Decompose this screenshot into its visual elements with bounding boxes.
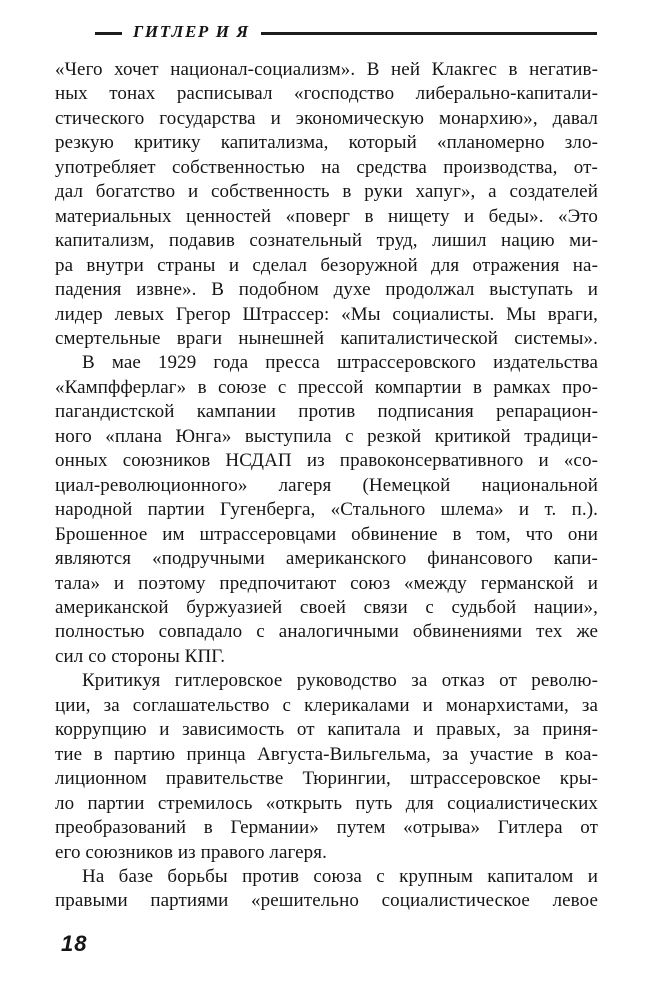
text-line: сил со стороны КПГ. [55, 645, 226, 667]
text-line: тала» и поэтому предпочитают союз «между германской и [55, 572, 598, 594]
text-line: народной партии Гугенберга, «Стального шлема» и т. п.). [55, 499, 598, 521]
text-line: падения извне». В подобном духе продолжал выступать и [55, 279, 598, 301]
text-line: ции, за соглашательство с клерикалами и монархистами, за [55, 694, 598, 716]
paragraph [55, 58, 598, 351]
text-block [55, 58, 598, 914]
text-line: капитализм, подавив сознательный труд, лишил нацию ми- [55, 230, 598, 252]
text-line: его союзников из правого лагеря. [55, 841, 327, 863]
text-line: Критикуя гитлеровское руководство за отказ от револю- [82, 670, 598, 692]
text-line: циал-революционного» лагеря (Немецкой национальной [55, 474, 598, 496]
text-line: пагандистской кампании против подписания репарацион- [55, 401, 598, 423]
text-line: лиционном правительстве Тюрингии, штрассеровское кры- [55, 768, 598, 790]
text-line: дал богатство и собственность в руки хапуг», а создателей [55, 181, 598, 203]
running-header [55, 22, 597, 44]
text-line: стического государства и экономическую монархию», давал [55, 107, 598, 129]
text-line: преобразований в Германии» путем «отрыва» Гитлера от [55, 817, 598, 839]
text-line: онных союзников НСДАП из правоконсервативного и «со- [55, 450, 598, 472]
text-line: «Чего хочет национал-социализм». В ней Клакгес в негатив- [55, 59, 598, 80]
text-line: резкую критику капитализма, который «планомерно зло- [55, 132, 598, 154]
text-line: правыми партиями «решительно социалистическое левое [55, 890, 598, 912]
text-line: лидер левых Грегор Штрассер: «Мы социалисты. Мы враги, [55, 303, 598, 325]
text-line: «Кампфферлаг» в союзе с прессой компартии в рамках про- [55, 376, 598, 398]
text-line: В мае 1929 года пресса штрассеровского издательства [82, 352, 598, 374]
text-line: являются «подручными американского финансового капи- [55, 548, 598, 570]
page-header-title: ГИТЛЕР И Я [133, 22, 250, 41]
text-line: материальных ценностей «поверг в нищету и беды». «Это [55, 205, 598, 227]
text-line: употребляет собственностью на средства производства, от- [55, 156, 598, 178]
text-line: ного «плана Юнга» выступила с резкой критикой традици- [55, 425, 598, 447]
text-line: ных тонах расписывал «господство либерально-капитали- [55, 83, 598, 105]
text-line: американской буржуазией своей связи с судьбой нации», [55, 596, 598, 618]
paragraph [55, 865, 598, 914]
header-rule-left [95, 32, 122, 35]
text-line: ра внутри страны и сделал безоружной для отражения на- [55, 254, 598, 276]
header-rule-right [261, 32, 597, 35]
page-number: 18 [61, 931, 88, 956]
text-line: Брошенное им штрассеровцами обвинение в том, что они [55, 523, 598, 545]
text-line: полностью совпадало с аналогичными обвинениями тех же [55, 621, 598, 643]
text-line: ло партии стремилось «открыть путь для социалистических [55, 792, 598, 814]
paragraph [55, 351, 598, 669]
text-line: тие в партию принца Августа-Вильгельма, за участие в коа- [55, 743, 598, 765]
text-line: На базе борьбы против союза с крупным капиталом и [82, 865, 598, 887]
text-line: коррупцию и зависимость от капитала и правых, за приня- [55, 719, 598, 741]
paragraph [55, 669, 598, 865]
text-line: смертельные враги нынешней капиталистической системы». [55, 327, 598, 349]
